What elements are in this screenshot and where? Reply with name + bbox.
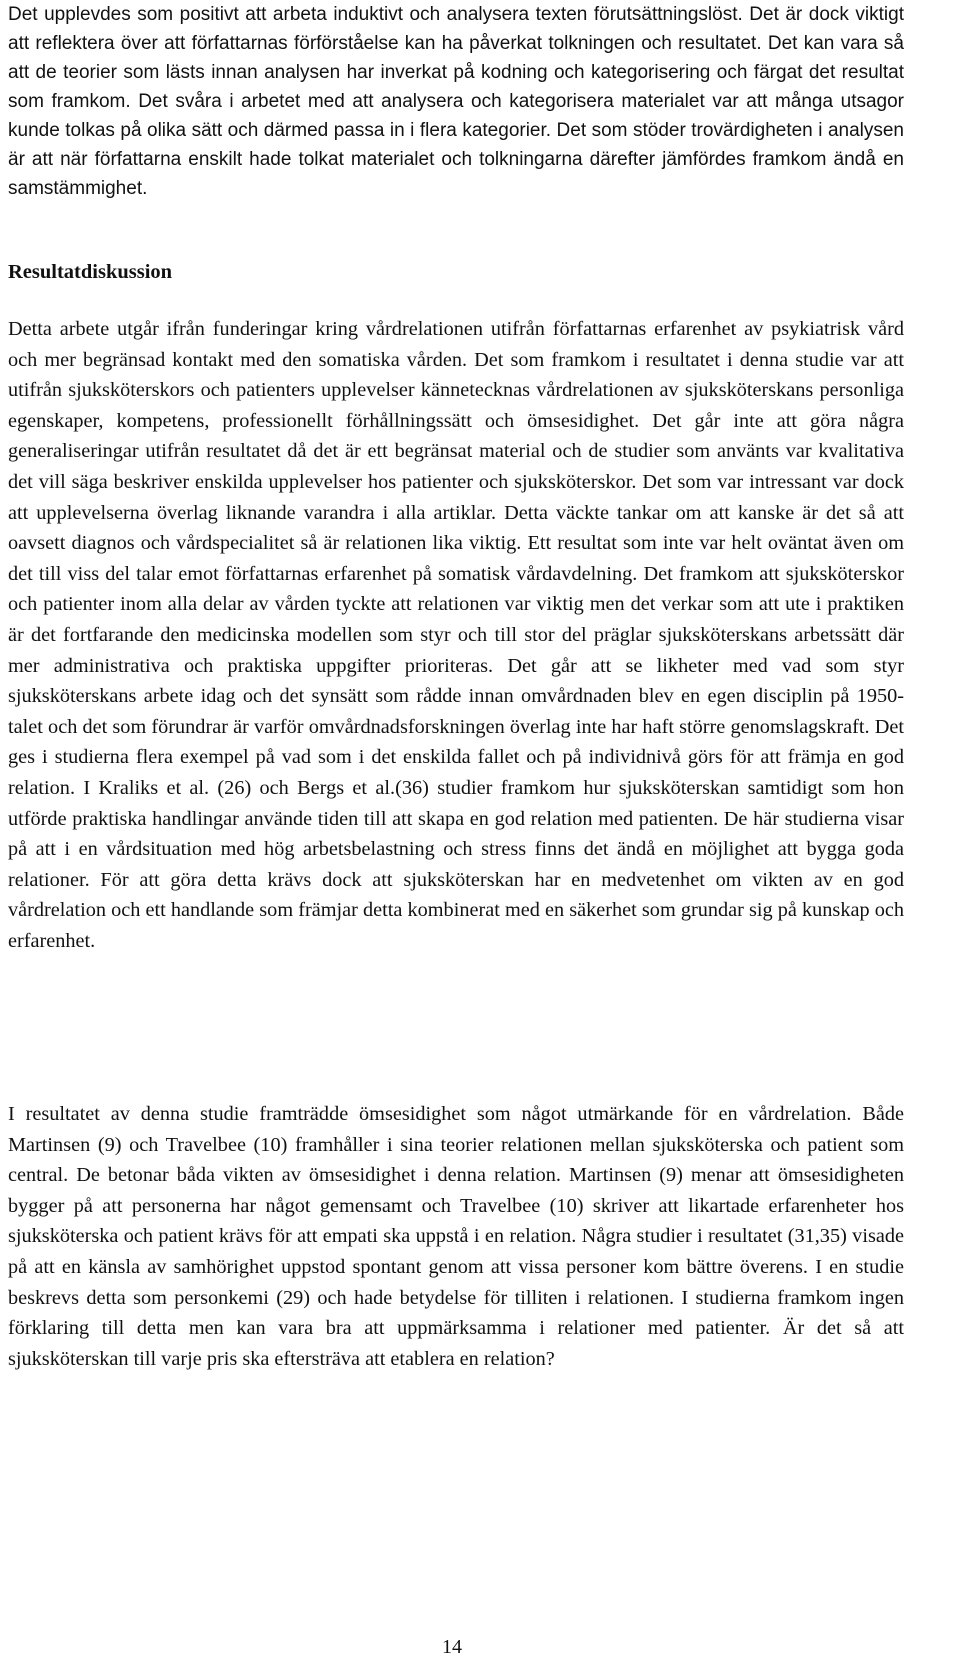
paragraph-result-discussion: Detta arbete utgår ifrån funderingar kring vårdrelationen utifrån författarnas erfarenhet av psykiatrisk vård och mer begränsad kontakt med den somatiska vården. Det som framkom i resultatet i denna studie var att utifrån sjuksköterskors och patienters upplevelser kännetecknas vårdrelationen av sjuksköterskans personliga egenskaper, kompetens, professionellt förhållningssätt och ömsesidighet. Det går inte att göra några generaliseringar utifrån resultatet då det är ett begränsat material och de studier som använts var kvalitativa det vill säga beskriver enskilda upplevelser hos patienter och sjuksköterskor. Det som var intressant var dock att upplevelserna överlag liknande varandra i alla artiklar. Detta väckte tankar om att kanske är det så att oavsett diagnos och vårdspecialitet så är relationen lika viktig. Ett resultat som inte var helt oväntat även om det till viss del talar emot författarnas erfarenhet på somatisk vårdavdelning. Det framkom att sjuksköterskor och patienter inom alla delar av vården tyckte att relationen var viktig men det verkar som att ute i praktiken är det fortfarande den medicinska modellen som styr och till stor del präglar sjuksköterskans arbetssätt där mer administrativa och praktiska uppgifter prioriteras. Det går att se likheter med vad som styr sjuksköterskans arbete idag och det synsätt som rådde innan omvårdnaden blev en egen disciplin på 1950-talet och det som förundrar är varför omvårdnadsforskningen överlag inte har haft större genomslagskraft. Det ges i studierna flera exempel på vad som i det enskilda fallet och på individnivå görs för att främja en god relation. I Kraliks et al. (26) och Bergs et al.(36) studier framkom hur sjuksköterskan samtidigt som hon utförde praktiska handlingar använde tiden till att skapa en god relation med patienten. De här studierna visar på att i en vårdsituation med hög arbetsbelastning och stress finns det ändå en möjlighet att bygga goda relationer. För att göra detta krävs dock att sjuksköterskan har en medvetenhet om vikten av en god vårdrelation och ett handlande som främjar detta kombinerat med en säkerhet som grundar sig på kunskap och erfarenhet. [8,318,904,952]
paragraph-mutuality: I resultatet av denna studie framträdde ömsesidighet som något utmärkande för en vårdrelation. Både Martinsen (9) och Travelbee (10) framhåller i sina teorier relationen mellan sjuksköterska och patient som central. De betonar båda vikten av ömsesidighet i denna relation. Martinsen (9) menar att ömsesidigheten bygger på att personerna har något gemensamt och Travelbee (10) skriver att likartade erfarenheter hos sjuksköterska och patient krävs för att empati ska uppstå i en relation. Några studier i resultatet (31,35) visade på att en känsla av samhörighet uppstod spontant genom att vissa personer kom bättre överens. I en studie beskrevs detta som personkemi (29) och hade betydelse för tilliten i relationen. I studierna framkom ingen förklaring till detta men kan vara bra att uppmärksamma i relationer med patienter. Är det så att sjuksköterskan till varje pris ska eftersträva att etablera en relation? [8,1103,904,1370]
section-heading: Resultatdiskussion [8,261,173,283]
page-number: 14 [442,1636,462,1658]
paragraph-method-reflection: Det upplevdes som positivt att arbeta induktivt och analysera texten förutsättningslöst. Det är dock viktigt att reflektera över att författarnas förförståelse kan ha påverkat tolkningen och resultatet. Det kan vara så att de teorier som lästs innan analysen har inverkat på kodning och kategorisering och färgat det resultat som framkom. Det svåra i arbetet med att analysera och kategorisera materialet var att många utsagor kunde tolkas på olika sätt och därmed passa in i flera kategorier. Det som stöder trovärdigheten i analysen är att när författarna enskilt hade tolkat materialet och tolkningarna därefter jämfördes framkom ändå en samstämmighet. [8,4,904,199]
